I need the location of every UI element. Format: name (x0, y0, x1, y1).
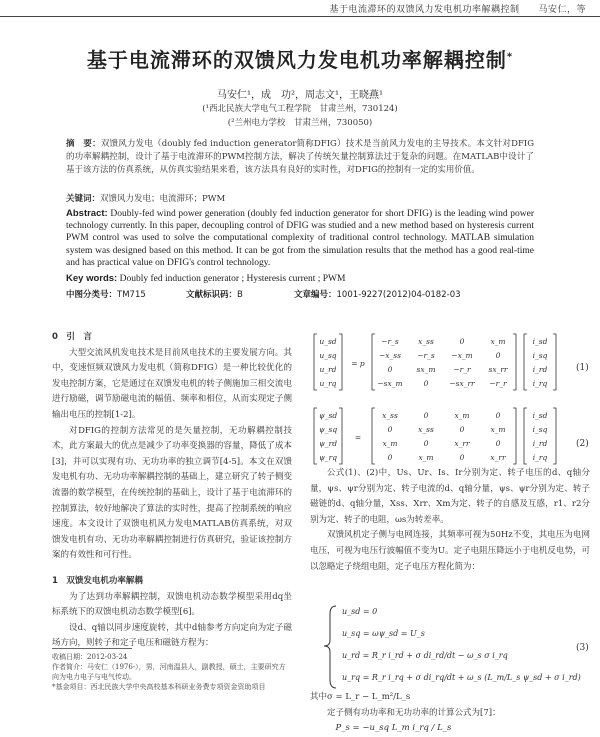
matrix-entry: −sx_rr (449, 379, 475, 388)
vector-entry: ψ_rd (318, 439, 338, 448)
equation-2-number: (2) (576, 439, 589, 449)
equation-3-number: (3) (576, 643, 589, 653)
matrix-entry: −r_r (489, 379, 507, 388)
right-column-text-2 (310, 690, 590, 734)
matrix-entry: −r_s (381, 337, 399, 346)
vector-entry: i_rd (532, 365, 548, 374)
equation-block-1-2 (306, 328, 592, 468)
footnote-rule (52, 648, 132, 649)
vector-entry: i_sq (532, 351, 548, 360)
equals-sign: = (354, 433, 362, 442)
bracket (553, 408, 556, 464)
matrix-entry: 0 (387, 453, 393, 462)
matrix-entry: 0 (387, 365, 393, 374)
section-0-heading: 0 引 言 (52, 332, 92, 342)
matrix-entry: x_m (418, 453, 434, 462)
clc-code: 中图分类号：TM715 (66, 290, 146, 300)
matrix-entry: x_rr (490, 453, 506, 462)
section-0-para-2: 对DFIG的控制方法常见的是矢量控制，无功解耦控制技术，此方案最大的优点是减少了功率变换器的容量，降低了成本[3]，并可以实现有功、无功功率的独立调节[4-5]。本文在双馈发电机有功、无功功率解耦控制的基础上，建立研究了转子侧变流器的数学模型，在传统控制的基础上，设计了基于电流滞环的控制算法，较好地解决了算法的实时性，提高了控制系统的响应速度。本文设计了双馈电机风力发电MATLAB仿真系统，对双馈发电机有功、无功功率解耦控制进行仿真研究，验证该控制方案的有效性和可行性。 (52, 425, 292, 561)
matrix-entry: −sx_m (377, 379, 403, 388)
keywords-en-text: Doubly fed induction generator ; Hysteresis current ; PWM (119, 274, 346, 284)
matrix-entry: −x_m (451, 351, 473, 360)
section-1-heading: 1 双馈发电机功率解耦 (52, 575, 143, 586)
matrix-entry: 0 (495, 351, 501, 360)
equation-3-line: u_rd = R_r i_rd + σ di_rd/dt − ω_s σ i_rq (342, 651, 508, 660)
bracket (553, 334, 556, 390)
footnotes (52, 652, 288, 692)
abstract-cn (66, 138, 534, 177)
matrix-entry: −r_s (417, 351, 435, 360)
equation-1 (314, 334, 556, 390)
vector-entry: i_sd (532, 337, 548, 346)
matrix-entry: 0 (495, 411, 501, 420)
right-para-2: 双馈风机定子侧与电网连接，其频率可视为50Hz不变，其电压为电网电压，可视为电压行波幅值不变为U。定子电阻压降远小于电机反电势，可以忽略定子绕组电阻，定子电压方程化简为： (310, 530, 590, 572)
matrix-entry: 0 (423, 439, 429, 448)
vector-entry: ψ_sq (318, 425, 338, 434)
matrix-entry: sx_rr (488, 365, 508, 374)
equation-4: P_s = −u_sq L_m i_rq / L_s (335, 723, 452, 734)
section-1-para-2: 设d、q轴以同步速度旋转，其中d轴参考方向定向为定子磁场方向，则转子和定子电压和磁链方程为： (52, 622, 292, 649)
matrix-entry: 0 (459, 425, 465, 434)
vector-entry: i_rd (532, 439, 548, 448)
equation-3 (342, 607, 581, 682)
matrix-entry: sx_m (416, 365, 436, 374)
vector-entry: i_rq (532, 379, 548, 388)
equation-1-number: (1) (576, 363, 589, 373)
equation-3-line: u_sq = ωψ_sd = U_s (342, 629, 425, 638)
equation-3-line: u_rq = R_r i_rq + σ di_rq/dt + ω_s (L_m/L_s ψ_sd + σ i_rd) (342, 673, 581, 682)
vector-entry: u_sq (319, 351, 337, 360)
matrix-entry: −r_r (453, 365, 471, 374)
keywords-en-label: Key words: (66, 273, 118, 284)
matrix-entry: x_m (454, 411, 470, 420)
authors: 马安仁¹，成 功²，周志文¹，王晓燕¹ (216, 90, 384, 101)
bracket (314, 408, 317, 464)
left-column (52, 330, 292, 652)
section-1-para-1: 为了达到功率解耦控制，双馈电机动态数学模型采用dq坐标系统下的双馈电机动态数学模型[6]。 (52, 591, 292, 618)
vector-entry: i_sd (532, 411, 548, 420)
matrix-entry: x_rr (454, 439, 470, 448)
bracket (372, 408, 375, 464)
right-para-3: 定子侧有功功率和无功功率的计算公式为[7]： (327, 707, 501, 718)
matrix-entry: 0 (459, 453, 465, 462)
equals-sign: = p (351, 359, 365, 368)
matrix-entry: x_m (490, 337, 506, 346)
matrix-entry: x_m (490, 425, 506, 434)
bracket (339, 408, 342, 464)
abstract-cn-label: 摘 要： (66, 139, 101, 149)
equation-3-brace (324, 606, 336, 688)
abstract-en-text: Doubly-fed wind power generation (doubly fed induction generator for short DFIG) is the leading wind power technology currently. In this paper, decoupling control of DFIG was studied and a new method based on hysteresis current PWM control was used to solve the computational complexity of traditional control technology. MATLAB simulation system was designed based on this method. It can be got from the simulation results that the method has a good real-time and has practical value on DFIG's control technology. (66, 209, 534, 268)
keywords-cn (66, 193, 534, 206)
matrix-entry: 0 (387, 425, 393, 434)
bracket (314, 334, 317, 390)
vector-entry: ψ_sd (318, 411, 338, 420)
running-header (0, 0, 600, 17)
bracket (513, 334, 516, 390)
affiliation-2: (²兰州电力学校 甘肃兰州，730050) (227, 118, 373, 128)
matrix-entry: 0 (459, 337, 465, 346)
fund-mark: * (506, 51, 514, 63)
right-column-text-1 (310, 466, 590, 575)
matrix-entry: x_ss (418, 425, 434, 434)
equation-3-line: u_sd = 0 (342, 607, 378, 616)
matrix-entry: 0 (423, 411, 429, 420)
article-number: 文章编号：1001-9227(2012)04-0182-03 (294, 290, 461, 300)
sigma-definition: 其中σ = L_r − L_m²/L_s (310, 692, 411, 702)
affiliation-1: (¹西北民族大学电气工程学院 甘肃兰州，730124) (202, 104, 398, 114)
vector-entry: u_rd (319, 365, 337, 374)
footnote-author: 作者简介：马安仁（1976-），男，河南温县人，副教授，硕士，主要研究方向为电力电子与电气传动。 (52, 663, 286, 681)
bracket (372, 334, 375, 390)
abstract-en (66, 208, 534, 269)
vector-entry: i_sq (532, 425, 548, 434)
matrix-entry: 0 (423, 379, 429, 388)
right-para-1: 公式(1)、(2)中，Us、Ur、Is、Ir分别为定、转子电压的d、q轴分量，ψs、ψr分别为定、转子电流的d、q轴分量，ψs、ψr分别为定、转子磁链的d、q轴分量，Xss、Xrr、Xm为定、转子的自感及互感，r1、r2分别为定、转子的电阻，ωs为转差率。 (310, 468, 590, 525)
keywords-en (66, 273, 534, 285)
running-title: 基于电流滞环的双馈风力发电机功率解耦控制 马安仁，等 (329, 5, 586, 15)
matrix-entry: x_m (382, 439, 398, 448)
keywords-cn-text: 双馈风力发电；电流滞环；PWM (100, 194, 226, 204)
bracket (339, 334, 342, 390)
footnote-received: 收稿日期：2012-03-24 (52, 653, 128, 661)
matrix-entry: x_ss (382, 411, 398, 420)
vector-entry: i_rq (532, 453, 548, 462)
footnote-fund: *基金项目：西北民族大学中央高校基本科研业务费专项资金资助项目 (52, 683, 266, 691)
paper-title: 基于电流滞环的双馈风力发电机功率解耦控制* (86, 48, 514, 72)
equation-2 (314, 408, 556, 464)
bracket (524, 408, 527, 464)
vector-entry: u_sd (319, 337, 337, 346)
matrix-entry: x_ss (418, 337, 434, 346)
vector-entry: u_rq (319, 379, 337, 388)
section-0-para-1: 大型交流风机发电技术是目前风电技术的主要发展方向。其中，变速恒频双馈风力发电机（简称DFIG）是一种比较优化的发电控制方案，它是通过在双馈发电机的转子侧施加三相交流电进行励磁，调节励磁电流的幅值、频率和相位，从而实现定子侧输出电压的控制[1-2]。 (52, 347, 292, 420)
doc-code: 文献标识码：B (186, 290, 243, 300)
vector-entry: ψ_rq (318, 453, 338, 462)
matrix-entry: 0 (495, 439, 501, 448)
bracket (524, 334, 527, 390)
abstract-en-label: Abstract: (66, 208, 108, 219)
bracket (513, 408, 516, 464)
abstract-cn-text: 双馈风力发电（doubly fed induction generator简称DFIG）技术是当前风力发电的主导技术。本文针对DFIG的功率解耦控制，设计了基于电流滞环的PWM控制方法，解决了传统矢量控制算法过于复杂的问题。在MATLAB中设计了基于该方法的仿真系统，从仿真实验结果来看，该方法具有良好的实时性，对DFIG的控制有一定的实用价值。 (66, 139, 534, 175)
keywords-cn-label: 关键词： (66, 194, 101, 204)
matrix-entry: −x_ss (379, 351, 401, 360)
equation-block-3 (306, 600, 592, 692)
